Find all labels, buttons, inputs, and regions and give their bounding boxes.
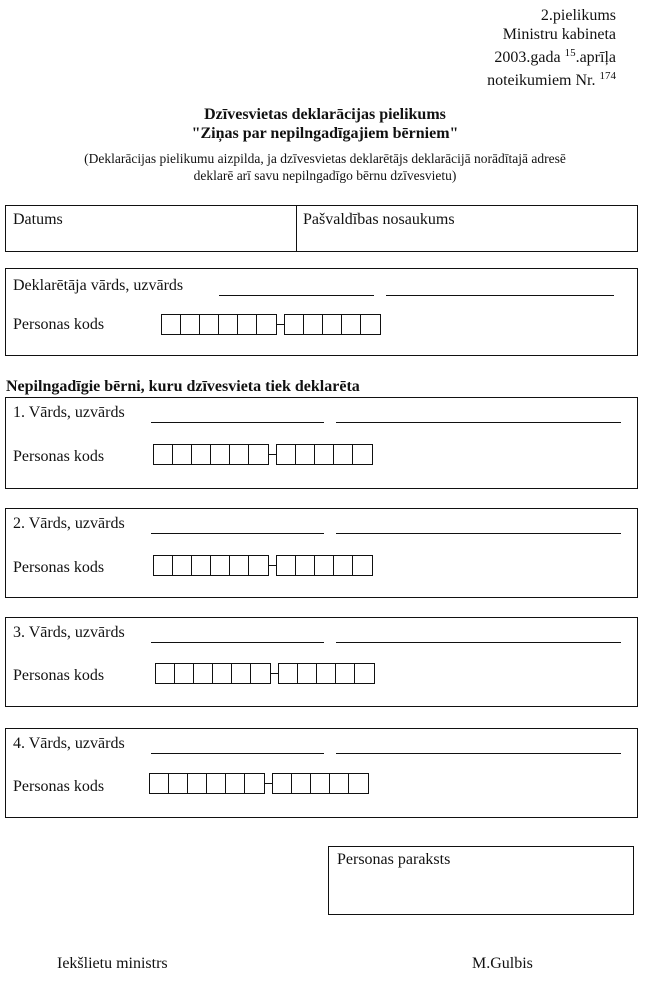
annex-date: 2003.gada $^{15}$.aprīļa: [494, 47, 616, 66]
declarant-personal-code[interactable]: [161, 314, 381, 335]
code-dash: [269, 454, 276, 455]
code-dash: [271, 673, 278, 674]
form-title: Dzīvesvietas deklarācijas pielikums: [204, 106, 446, 123]
declarant-code-label: Personas kods: [13, 316, 105, 333]
code-dash: [277, 324, 284, 325]
child-3-first-name-line[interactable]: [151, 642, 324, 643]
child-2-last-name-line[interactable]: [336, 533, 621, 534]
child-4-code-label: Personas kods: [13, 778, 105, 795]
child-4-box: [5, 728, 638, 818]
personal-code-part1[interactable]: [155, 663, 271, 684]
personal-code-part1[interactable]: [153, 444, 269, 465]
child-2-code-label: Personas kods: [13, 559, 105, 576]
annex-regulation: noteikumiem Nr. $^{174}$: [487, 70, 616, 89]
child-1-personal-code[interactable]: [153, 444, 373, 465]
signature-label: Personas paraksts: [337, 851, 451, 868]
child-2-box: [5, 508, 638, 598]
declarant-box: [5, 268, 638, 356]
annex-issuer: Ministru kabineta: [502, 26, 616, 43]
child-2-first-name-line[interactable]: [151, 533, 324, 534]
personal-code-part1[interactable]: [153, 555, 269, 576]
declarant-name-label: Deklarētāja vārds, uzvārds: [13, 277, 184, 294]
child-1-name-label: 1. Vārds, uzvārds: [13, 404, 125, 421]
child-2-personal-code[interactable]: [153, 555, 373, 576]
children-section-heading: Nepilngadīgie bērni, kuru dzīvesvieta tiek deklarēta: [6, 378, 360, 395]
field-divider: [296, 205, 297, 252]
personal-code-part2[interactable]: [276, 555, 373, 576]
form-subtitle: "Ziņas par nepilngadīgajiem bērniem": [191, 125, 459, 142]
date-field[interactable]: Datums: [13, 211, 63, 228]
child-2-name-label: 2. Vārds, uzvārds: [13, 515, 125, 532]
child-1-last-name-line[interactable]: [336, 422, 621, 423]
child-1-box: [5, 397, 638, 489]
annex-number: 2.pielikums: [540, 7, 616, 24]
child-3-code-label: Personas kods: [13, 667, 105, 684]
personal-code-part2[interactable]: [272, 773, 369, 794]
declarant-first-name-line[interactable]: [219, 295, 374, 296]
child-3-box: [5, 617, 638, 707]
child-4-last-name-line[interactable]: [336, 753, 621, 754]
date-municipality-box: [5, 205, 638, 252]
form-note-line1: (Deklarācijas pielikumu aizpilda, ja dzīvesvietas deklarētājs deklarācijā norādītajā adresē: [84, 151, 566, 166]
child-1-code-label: Personas kods: [13, 448, 105, 465]
child-4-personal-code[interactable]: [149, 773, 369, 794]
form-note-line2: deklarē arī savu nepilngadīgo bērnu dzīvesvietu): [193, 168, 457, 183]
child-3-last-name-line[interactable]: [336, 642, 621, 643]
personal-code-part2[interactable]: [276, 444, 373, 465]
personal-code-part2[interactable]: [278, 663, 375, 684]
child-3-name-label: 3. Vārds, uzvārds: [13, 624, 125, 641]
declarant-last-name-line[interactable]: [386, 295, 614, 296]
signature-box[interactable]: [328, 846, 634, 915]
municipality-field[interactable]: Pašvaldības nosaukums: [303, 211, 455, 228]
minister-title: Iekšlietu ministrs: [57, 955, 168, 972]
child-4-first-name-line[interactable]: [151, 753, 324, 754]
personal-code-part1[interactable]: [161, 314, 277, 335]
personal-code-part2[interactable]: [284, 314, 381, 335]
annex-header: [487, 6, 616, 90]
code-dash: [269, 565, 276, 566]
child-4-name-label: 4. Vārds, uzvārds: [13, 735, 125, 752]
personal-code-part1[interactable]: [149, 773, 265, 794]
child-3-personal-code[interactable]: [155, 663, 375, 684]
code-dash: [265, 783, 272, 784]
child-1-first-name-line[interactable]: [151, 422, 324, 423]
minister-name: M.Gulbis: [472, 955, 533, 972]
